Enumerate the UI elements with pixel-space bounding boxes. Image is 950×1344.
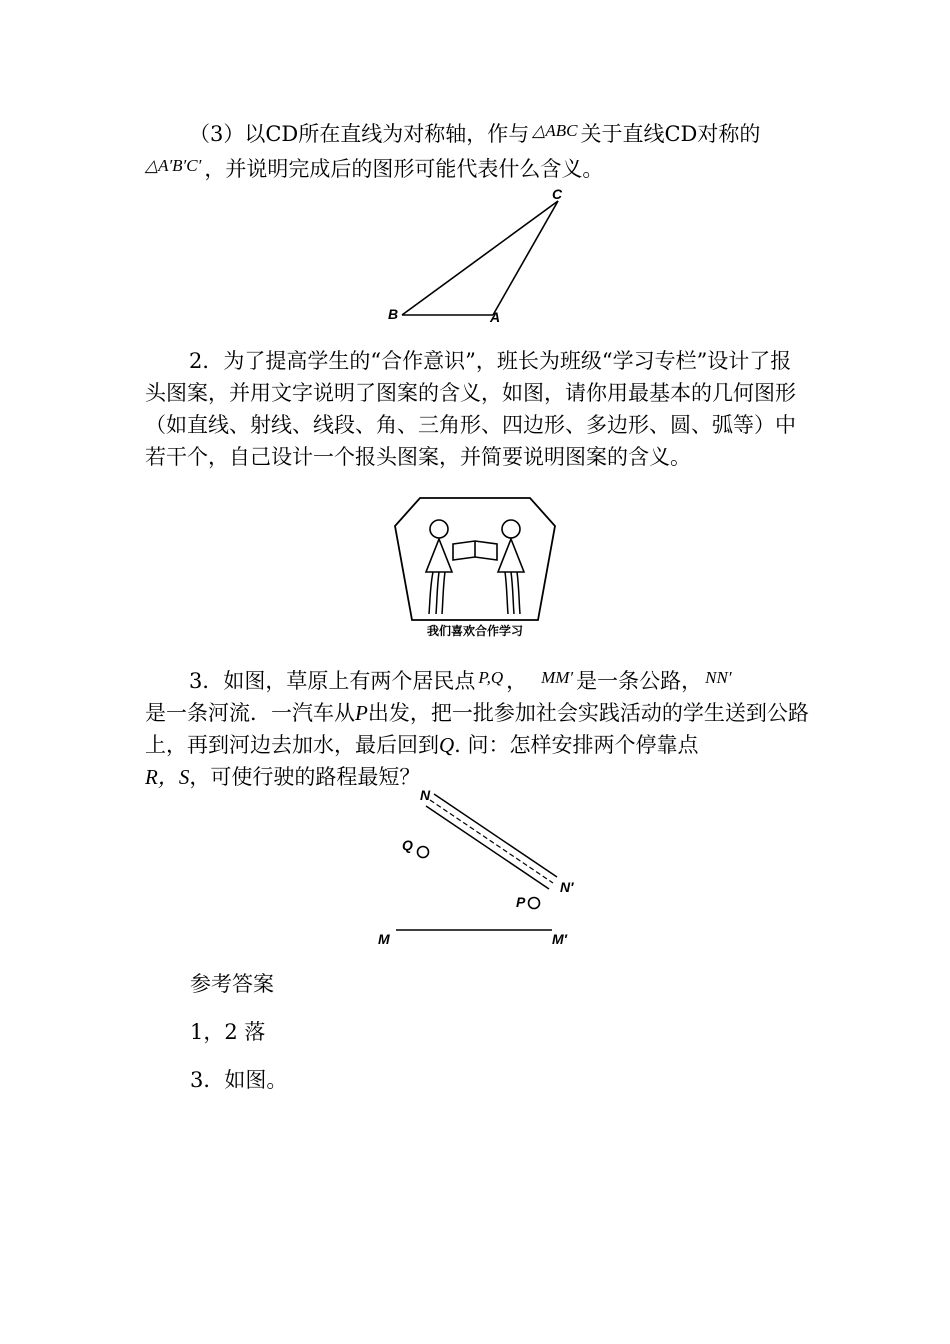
- left-person-body: [426, 539, 452, 572]
- right-person-body: [498, 539, 524, 572]
- vertex-label-c: C: [552, 186, 563, 202]
- river-bank-lower: [426, 806, 549, 889]
- label-q: Q: [402, 837, 413, 853]
- label-m-prime: M′: [552, 931, 568, 947]
- river-nn: NN′: [705, 668, 732, 687]
- open-book-icon: [453, 541, 497, 560]
- point-q-marker: [418, 847, 429, 858]
- hexagon-frame: [395, 498, 555, 620]
- triangle-figure: [380, 185, 580, 330]
- label-m: M: [378, 931, 390, 947]
- triangle-abc-formula: △ABC: [532, 121, 578, 140]
- triangle-side-ca: [493, 201, 558, 315]
- point-p-marker: [529, 898, 540, 909]
- question-2-text: 2．为了提高学生的“合作意识”，班长为班级“学习专栏”设计了报头图案，并用文字说明了图案的含义，如图，请你用最基本的几何图形（如直线、射线、线段、角、三角形、四边形、多边形、圆、弧等）中若干个，自己设计一个报头图案，并简要说明图案的含义。: [145, 349, 796, 469]
- left-person-legs: [429, 572, 445, 614]
- answer-line-2: 3．如图。: [190, 1068, 288, 1092]
- answers-heading: 参考答案: [190, 972, 274, 996]
- road-mm: MM′: [541, 668, 574, 687]
- banner-figure: [390, 492, 560, 640]
- vertex-label-a: A: [490, 309, 501, 325]
- right-person-legs: [505, 572, 520, 614]
- triangle-side-bc: [402, 201, 558, 315]
- label-p: P: [516, 894, 526, 910]
- left-person-head: [430, 520, 448, 538]
- label-n-prime: N′: [560, 879, 574, 895]
- vertex-label-b: B: [388, 306, 399, 322]
- map-figure: [370, 782, 585, 952]
- answer-line-1: 1，2 落: [190, 1020, 266, 1044]
- points-pq: P,Q: [478, 668, 504, 687]
- river-bank-upper: [434, 794, 557, 877]
- banner-caption: 我们喜欢合作学习: [426, 624, 524, 638]
- question-3-part-text: （3）以CD所在直线为对称轴，作与 $^{\triangle ABC}$ 关于直线CD对称的 $^{\triangle A'B'C'}$ ，并说明完成后的图形可能代表什么含义。: [145, 121, 761, 181]
- label-n: N: [420, 787, 431, 803]
- right-person-head: [502, 520, 520, 538]
- triangle-prime-formula: △A′B′C′: [145, 156, 202, 175]
- river-center-dashed: [430, 800, 553, 883]
- question-3-text: 3．如图，草原上有两个居民点 $^{P,Q}$ ， $^{MM'}$ 是一条公路， $^{NN'}$ 是一条河流．一汽车从P出发，把一批参加社会实践活动的学生送到公路上，再到河边去加水，最后回到Q. 问：怎样安排两个停靠点 R，S，可使行驶的路程最短？: [145, 668, 809, 789]
